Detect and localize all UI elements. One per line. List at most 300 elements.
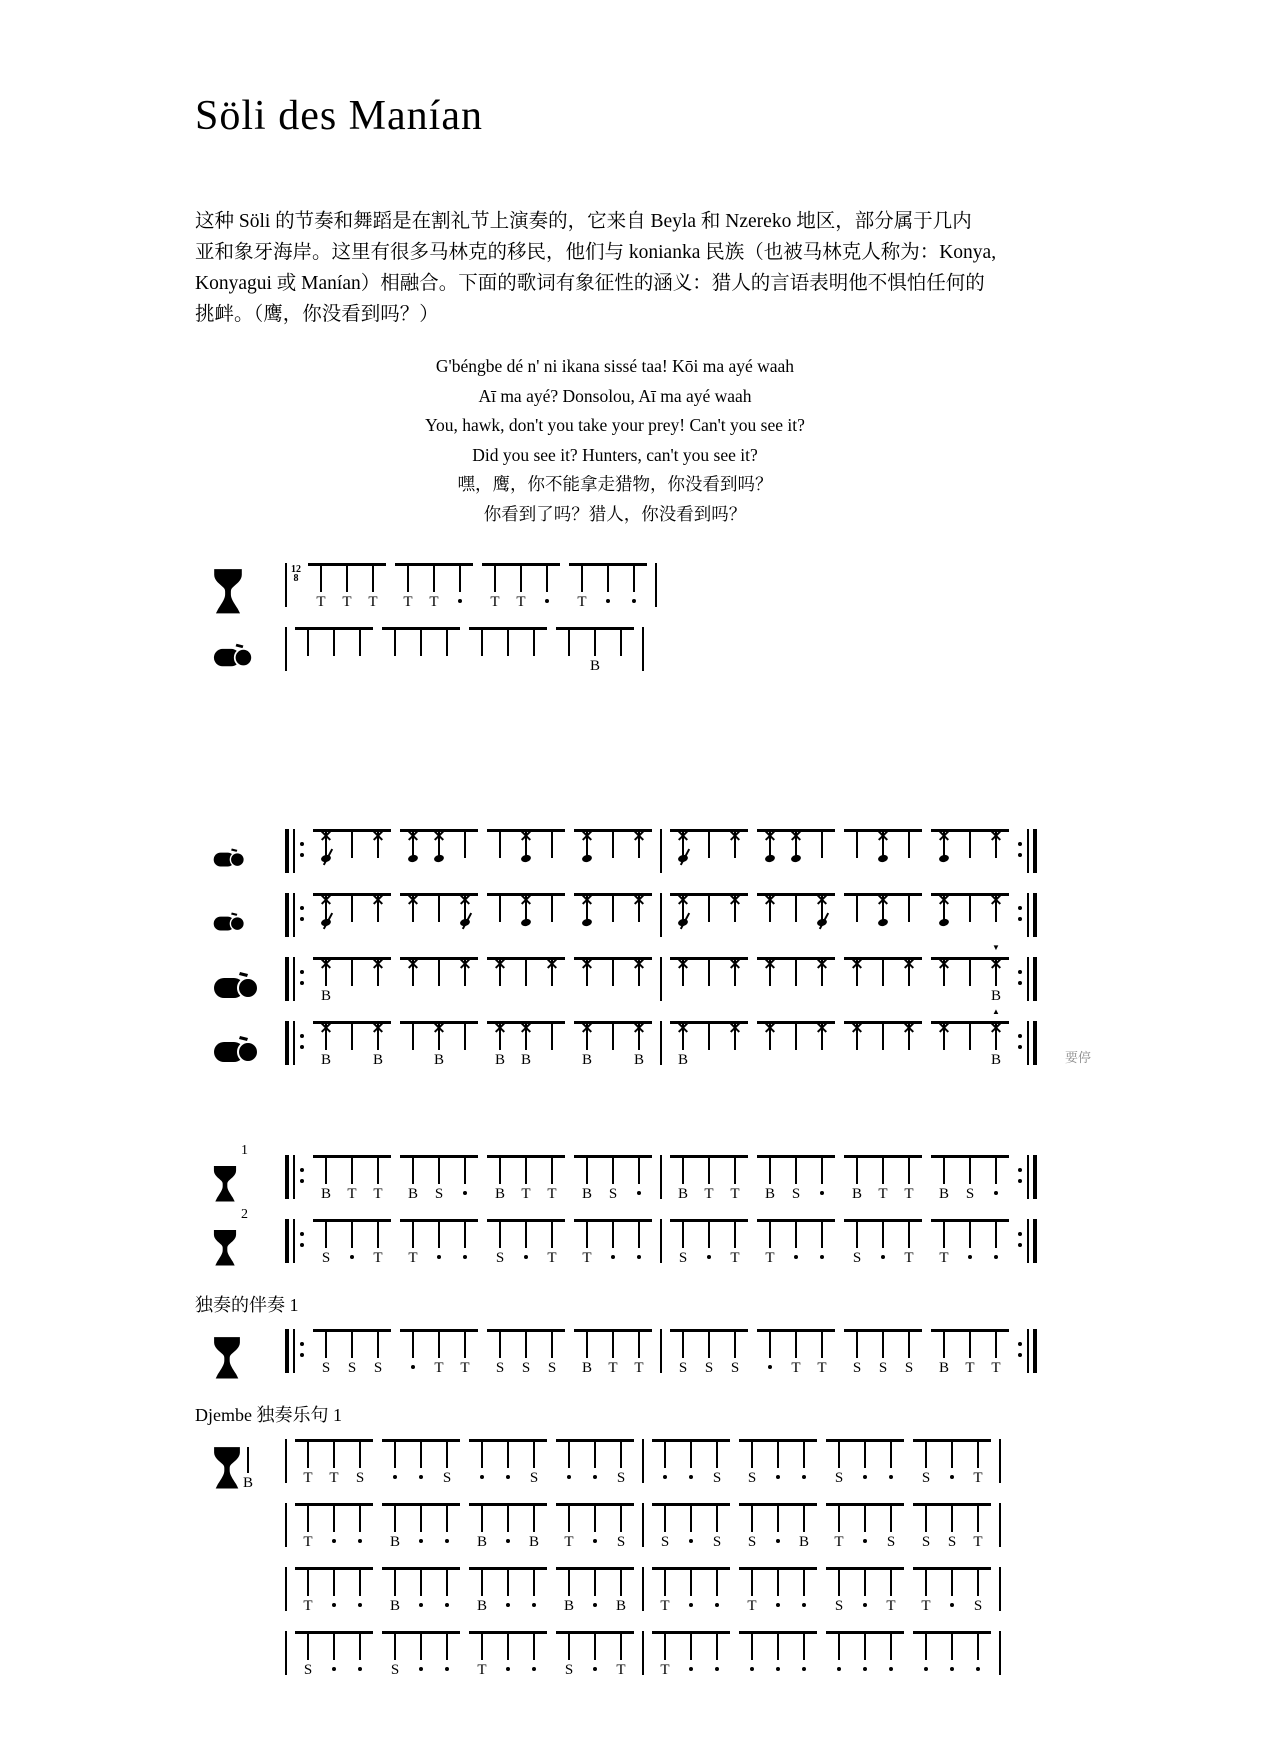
stroke-letter: T	[965, 1360, 975, 1376]
measure-barline	[660, 1219, 662, 1263]
note-cell	[844, 1332, 870, 1384]
beam-group	[652, 1567, 730, 1622]
note-stem	[438, 896, 440, 922]
note-cell	[722, 826, 748, 884]
note-cell	[321, 630, 347, 682]
pickup-note	[235, 1447, 261, 1499]
note-stem	[803, 1570, 805, 1596]
beam-group	[757, 890, 835, 948]
bell-x-icon: ×	[727, 954, 743, 974]
stroke-letter: B	[938, 1360, 949, 1376]
rest-dot	[820, 1255, 824, 1259]
note-stem	[795, 1158, 797, 1184]
note-stem	[690, 1506, 692, 1532]
note-cell	[452, 1222, 478, 1274]
repeat-dot	[300, 906, 304, 910]
note-cell	[469, 630, 495, 682]
note-cell	[931, 1018, 957, 1076]
note-cell	[809, 1018, 835, 1076]
beam-group	[400, 1018, 478, 1076]
note-cell	[365, 826, 391, 884]
note-cell	[539, 1024, 565, 1076]
beam-group	[469, 1439, 547, 1494]
notation-row	[195, 1567, 1272, 1623]
beam-group	[400, 1219, 478, 1274]
note-cell	[400, 1024, 426, 1076]
beam-group	[313, 1329, 391, 1384]
start-barline	[285, 1631, 287, 1675]
note-stem	[481, 630, 483, 656]
icon-column	[195, 1631, 283, 1687]
note-stem	[969, 832, 971, 858]
stroke-letter: B	[389, 1598, 400, 1614]
note-stem	[908, 1158, 910, 1184]
note-stem	[751, 1442, 753, 1468]
note-stem	[351, 1332, 353, 1358]
repeat-start-bar	[293, 957, 295, 1001]
note-stem	[377, 1158, 379, 1184]
repeat-dot	[300, 1034, 304, 1038]
beam-group	[757, 1219, 835, 1274]
bell-x-icon: ×	[814, 1018, 830, 1038]
note-stem	[620, 1570, 622, 1596]
note-cell	[313, 1018, 339, 1076]
note-stem	[333, 1634, 335, 1660]
note-stem	[351, 1024, 353, 1050]
stroke-letter: S	[616, 1470, 626, 1486]
note-stem	[856, 1222, 858, 1248]
stroke-letter: S	[921, 1534, 931, 1550]
note-cell	[670, 954, 696, 1012]
note-cell	[896, 1332, 922, 1384]
note-cell	[556, 630, 582, 682]
measure-barline	[660, 829, 662, 873]
stroke-letter: T	[878, 1186, 888, 1202]
note-cell	[957, 1332, 983, 1384]
note-cell	[722, 1332, 748, 1384]
note-stem	[977, 1506, 979, 1532]
rest-dot	[419, 1475, 423, 1479]
note-stem	[551, 896, 553, 922]
note-stem	[969, 1024, 971, 1050]
repeat-start-bar	[285, 1219, 289, 1263]
end-barline	[999, 1631, 1001, 1675]
note-cell	[844, 1158, 870, 1210]
note-cell	[447, 566, 473, 618]
note-cell	[608, 1634, 634, 1686]
bell-x-icon: ×	[988, 826, 1004, 846]
note-stem	[908, 1332, 910, 1358]
measure	[652, 1439, 991, 1494]
note-cell	[382, 1634, 408, 1686]
beam-group	[469, 1567, 547, 1622]
note-stem	[446, 630, 448, 656]
note-cell	[452, 1332, 478, 1384]
stroke-letter: B	[476, 1598, 487, 1614]
note-stem	[769, 1222, 771, 1248]
rest-dot	[545, 599, 549, 603]
bell-x-icon: ×	[518, 826, 534, 846]
note-cell	[339, 832, 365, 884]
note-cell	[704, 1634, 730, 1686]
note-cell	[652, 1506, 678, 1558]
note-cell	[365, 1018, 391, 1076]
measure	[313, 1219, 652, 1274]
beam-group	[670, 1219, 748, 1274]
beam-group	[308, 563, 386, 618]
repeat-end-bar	[1033, 893, 1037, 937]
beam-group	[739, 1567, 817, 1622]
note-cell	[791, 1570, 817, 1622]
note-stem	[586, 1332, 588, 1358]
rest-dot	[889, 1667, 893, 1671]
note-cell	[757, 1158, 783, 1210]
stroke-letter: B	[563, 1598, 574, 1614]
rest-dot	[350, 1255, 354, 1259]
icon-column	[195, 1329, 283, 1385]
note-stem	[777, 1634, 779, 1660]
repeat-dot	[1018, 1045, 1022, 1049]
note-stem	[838, 1506, 840, 1532]
note-cell	[521, 1634, 547, 1686]
stroke-letter: B	[389, 1534, 400, 1550]
note-stem	[638, 1158, 640, 1184]
rest-dot	[776, 1539, 780, 1543]
note-cell	[983, 1007, 1009, 1076]
note-cell	[574, 954, 600, 1012]
lyric-line-1: G'béngbe dé n' ni ikana sissé taa! Kōi ma ayé waah	[435, 356, 795, 376]
note-cell	[809, 1158, 835, 1210]
note-cell	[652, 1570, 678, 1622]
lyric-line-6: 你看到了吗？猎人，你没看到吗？	[483, 503, 747, 524]
beam-group	[844, 954, 922, 1012]
note-stem	[716, 1442, 718, 1468]
note-stem	[412, 1158, 414, 1184]
note-cell	[678, 1634, 704, 1686]
note-cell	[539, 1158, 565, 1210]
note-cell	[347, 1570, 373, 1622]
stroke-letter: T	[973, 1470, 983, 1486]
rest-dot	[950, 1667, 954, 1671]
rest-dot	[463, 1255, 467, 1259]
note-stem	[325, 1222, 327, 1248]
start-barline	[285, 1567, 287, 1611]
note-stem	[612, 832, 614, 858]
beam-group	[652, 1503, 730, 1558]
note-stem	[969, 1222, 971, 1248]
rest-dot	[837, 1667, 841, 1671]
system-solo-phrase	[195, 1439, 1272, 1687]
note-stem	[838, 1634, 840, 1660]
note-head	[433, 854, 444, 863]
note-stem	[446, 1506, 448, 1532]
start-barline	[285, 563, 287, 607]
note-cell	[809, 1222, 835, 1274]
note-stem	[494, 566, 496, 592]
stroke-letter: T	[973, 1534, 983, 1550]
repeat-dots	[300, 957, 304, 997]
end-barline	[655, 563, 657, 607]
note-cell	[508, 566, 534, 618]
note-stem	[612, 960, 614, 986]
note-cell	[513, 960, 539, 1012]
beam-group	[487, 954, 565, 1012]
note-cell	[513, 1222, 539, 1274]
intro-paragraph	[195, 206, 995, 330]
note-cell	[913, 1506, 939, 1558]
note-cell	[487, 1332, 513, 1384]
djembe-icon	[213, 1229, 237, 1266]
rest-dot	[802, 1603, 806, 1607]
note-cell	[844, 896, 870, 948]
bell-x-icon: ×	[936, 826, 952, 846]
staff	[283, 627, 646, 682]
icon-column	[195, 893, 283, 949]
beam-group	[382, 1631, 460, 1686]
repeat-start-bar	[293, 829, 295, 873]
note-stem	[943, 1158, 945, 1184]
stroke-letter: B	[633, 1052, 644, 1068]
note-cell	[295, 1506, 321, 1558]
stroke-letter: S	[947, 1534, 957, 1550]
note-cell	[600, 1024, 626, 1076]
stroke-letter: S	[347, 1360, 357, 1376]
bell-x-icon: ×	[518, 890, 534, 910]
note-cell	[434, 1634, 460, 1686]
note-stem	[499, 1222, 501, 1248]
note-cell	[434, 1442, 460, 1494]
note-cell	[313, 1222, 339, 1274]
note-cell	[957, 960, 983, 1012]
bell-x-icon: ×	[318, 954, 334, 974]
note-cell	[582, 1570, 608, 1622]
beam-group	[757, 826, 835, 884]
note-cell	[360, 566, 386, 618]
note-cell	[469, 1570, 495, 1622]
repeat-dot	[300, 853, 304, 857]
note-stem	[359, 1442, 361, 1468]
note-cell	[582, 1442, 608, 1494]
note-stem	[664, 1442, 666, 1468]
note-stem	[568, 1570, 570, 1596]
stroke-letter: S	[834, 1598, 844, 1614]
note-cell	[809, 954, 835, 1012]
bell-x-icon: ×	[579, 890, 595, 910]
bell-x-icon: ×	[727, 1018, 743, 1038]
stroke-letter: S	[886, 1534, 896, 1550]
beam-group	[313, 1219, 391, 1274]
note-cell	[757, 1332, 783, 1384]
rest-dot	[567, 1475, 571, 1479]
note-cell	[313, 826, 339, 884]
djembe-icon	[213, 1336, 241, 1379]
bell-x-icon: ×	[631, 1018, 647, 1038]
note-cell	[295, 630, 321, 682]
rest-dot	[863, 1603, 867, 1607]
icon-column	[195, 1567, 283, 1623]
note-stem	[777, 1506, 779, 1532]
note-stem	[307, 1442, 309, 1468]
time-signature-lower: 8	[293, 573, 299, 584]
beam-group	[295, 1439, 373, 1494]
stroke-letter: S	[529, 1470, 539, 1486]
note-cell	[678, 1506, 704, 1558]
measure	[652, 1631, 991, 1686]
stroke-letter: T	[368, 594, 378, 610]
note-cell	[878, 1442, 904, 1494]
note-stem	[586, 1158, 588, 1184]
note-cell	[621, 566, 647, 618]
note-stem	[612, 896, 614, 922]
rest-dot	[663, 1475, 667, 1479]
note-stem	[890, 1442, 892, 1468]
stroke-letter: S	[878, 1360, 888, 1376]
beam-group	[826, 1439, 904, 1494]
stroke-letter: S	[973, 1598, 983, 1614]
note-stem	[464, 1024, 466, 1050]
notation-row	[195, 1631, 1272, 1687]
measure	[670, 1219, 1009, 1274]
note-cell	[809, 832, 835, 884]
beam-group	[844, 890, 922, 948]
lyrics-block	[195, 352, 1035, 529]
stroke-letter: T	[477, 1662, 487, 1678]
note-stem	[420, 630, 422, 656]
beam-group	[400, 826, 478, 884]
note-stem	[716, 1506, 718, 1532]
note-stem	[325, 1332, 327, 1358]
note-cell	[783, 826, 809, 884]
beam-group	[295, 1567, 373, 1622]
staff	[283, 1219, 1039, 1274]
note-cell	[408, 1442, 434, 1494]
bell-x-icon: ×	[762, 890, 778, 910]
note-cell	[783, 960, 809, 1012]
stroke-letter: B	[990, 1052, 1001, 1068]
icon-column	[195, 957, 283, 1013]
bell-x-icon: ×	[579, 954, 595, 974]
note-cell	[765, 1634, 791, 1686]
note-stem	[568, 630, 570, 656]
rest-dot	[802, 1667, 806, 1671]
beam-group	[482, 563, 560, 618]
note-cell	[495, 1442, 521, 1494]
stroke-letter: S	[321, 1250, 331, 1266]
beam-group	[757, 1329, 835, 1384]
stroke-letter: S	[547, 1360, 557, 1376]
note-cell	[295, 1570, 321, 1622]
beam-group	[670, 890, 748, 948]
rest-dot	[637, 1255, 641, 1259]
note-cell	[722, 890, 748, 948]
note-stem	[586, 1222, 588, 1248]
repeat-dots	[1018, 893, 1022, 933]
rest-dot	[820, 1191, 824, 1195]
note-stem	[638, 1332, 640, 1358]
note-cell	[600, 832, 626, 884]
note-cell	[878, 1506, 904, 1558]
note-cell	[395, 566, 421, 618]
note-stem	[882, 1222, 884, 1248]
bell-x-icon: ×	[405, 890, 421, 910]
measure	[308, 563, 647, 618]
note-stem	[864, 1442, 866, 1468]
note-cell	[939, 1570, 965, 1622]
measure-barline	[660, 1155, 662, 1199]
rest-dot	[358, 1539, 362, 1543]
note-stem	[977, 1634, 979, 1660]
note-stem	[351, 960, 353, 986]
note-cell	[408, 1570, 434, 1622]
note-cell	[382, 1570, 408, 1622]
note-stem	[620, 1442, 622, 1468]
note-cell	[722, 1158, 748, 1210]
note-cell	[487, 1222, 513, 1274]
repeat-dot	[300, 981, 304, 985]
note-head	[581, 918, 592, 927]
beam-group	[739, 1503, 817, 1558]
note-cell	[931, 1222, 957, 1274]
note-cell	[931, 1332, 957, 1384]
note-cell	[957, 1222, 983, 1274]
rest-dot	[863, 1475, 867, 1479]
note-stem	[777, 1570, 779, 1596]
note-stem	[533, 1442, 535, 1468]
stroke-letter: T	[303, 1534, 313, 1550]
measure-barline	[642, 1631, 644, 1675]
note-stem	[943, 1222, 945, 1248]
stroke-letter: T	[921, 1598, 931, 1614]
stroke-letter: S	[965, 1186, 975, 1202]
measure	[670, 943, 1009, 1012]
note-cell	[931, 1158, 957, 1210]
note-stem	[969, 1332, 971, 1358]
beam-group	[574, 1018, 652, 1076]
note-cell	[783, 1332, 809, 1384]
note-stem	[803, 1442, 805, 1468]
staff	[283, 1503, 1003, 1558]
rest-dot	[768, 1365, 772, 1369]
stroke-letter: S	[730, 1360, 740, 1376]
rest-dot	[776, 1475, 780, 1479]
rest-dot	[881, 1255, 885, 1259]
note-stem	[690, 1442, 692, 1468]
beam-group	[487, 1155, 565, 1210]
note-stem	[803, 1634, 805, 1660]
note-cell	[400, 1332, 426, 1384]
stroke-letter: T	[373, 1186, 383, 1202]
note-stem	[594, 630, 596, 656]
note-cell	[521, 1442, 547, 1494]
dunun-icon	[213, 911, 245, 932]
note-cell	[313, 1158, 339, 1210]
note-cell	[809, 1332, 835, 1384]
note-cell	[626, 1018, 652, 1076]
stroke-letter: B	[851, 1186, 862, 1202]
djembe-icon	[213, 1165, 237, 1202]
note-stem	[507, 1442, 509, 1468]
note-stem	[351, 1158, 353, 1184]
stroke-letter: T	[791, 1360, 801, 1376]
note-head	[520, 854, 531, 863]
rest-dot	[593, 1667, 597, 1671]
stroke-letter: T	[516, 594, 526, 610]
note-stem	[438, 1222, 440, 1248]
staff	[283, 943, 1039, 1012]
note-cell	[870, 1222, 896, 1274]
note-cell	[600, 960, 626, 1012]
note-stem	[856, 832, 858, 858]
